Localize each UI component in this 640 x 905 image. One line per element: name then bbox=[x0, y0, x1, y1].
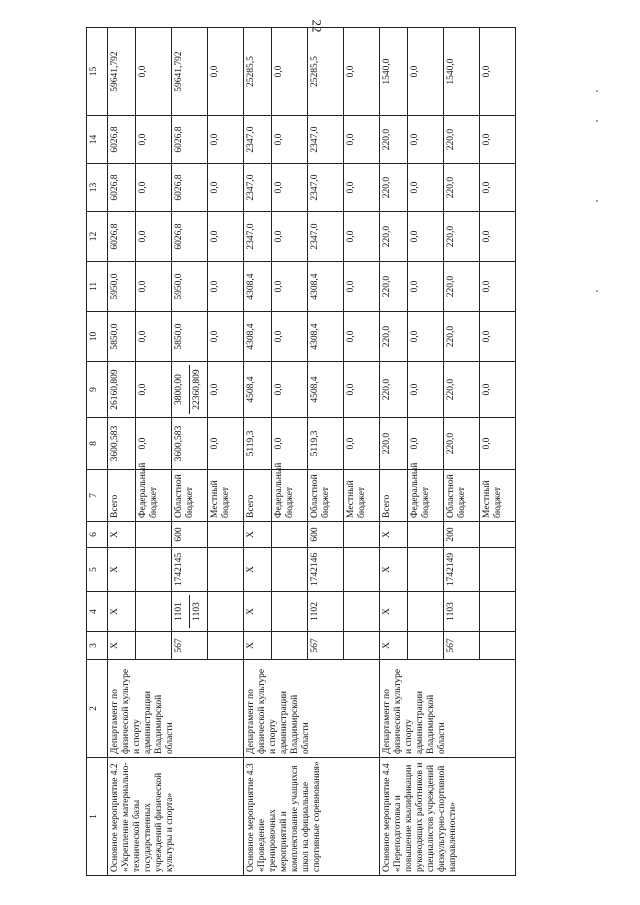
cell-c14: 2347,0 bbox=[244, 116, 272, 164]
cell-c11: 4308,4 bbox=[308, 262, 344, 312]
cell-c14: 0,0 bbox=[272, 116, 308, 164]
cell-c8: 0,0 bbox=[272, 418, 308, 470]
cell-c11: 220,0 bbox=[444, 262, 480, 312]
cell-c4: 1103 bbox=[444, 592, 480, 632]
page-number: 22 bbox=[309, 19, 325, 33]
cell-c14: 0,0 bbox=[480, 116, 516, 164]
cell-c12: 0,0 bbox=[344, 212, 380, 262]
column-header-12: 12 bbox=[87, 212, 108, 262]
cell-c5: X bbox=[108, 548, 136, 592]
executor-cell: Департамент по физической культуре и спорту администрации Владимирской области bbox=[380, 660, 516, 758]
cell-c8: 5119,3 bbox=[308, 418, 344, 470]
cell-c7: Федеральный бюджет bbox=[136, 470, 172, 522]
cell-c15: 59641,792 bbox=[172, 28, 208, 116]
cell-c10: 5850,0 bbox=[172, 312, 208, 362]
cell-c13: 220,0 bbox=[444, 164, 480, 212]
cell-c9-second-value: 22360,809 bbox=[189, 365, 203, 414]
cell-c5 bbox=[344, 548, 380, 592]
cell-c3 bbox=[480, 632, 516, 660]
budget-table-sheet bbox=[86, 28, 586, 876]
column-header-14: 14 bbox=[87, 116, 108, 164]
cell-c3: X bbox=[380, 632, 408, 660]
cell-c12: 0,0 bbox=[208, 212, 244, 262]
cell-c14: 0,0 bbox=[344, 116, 380, 164]
cell-c14: 220,0 bbox=[380, 116, 408, 164]
cell-c11: 5950,0 bbox=[108, 262, 136, 312]
cell-c15: 0,0 bbox=[344, 28, 380, 116]
cell-c6: 600 bbox=[308, 522, 344, 548]
cell-c10: 220,0 bbox=[380, 312, 408, 362]
cell-c9: 0,0 bbox=[136, 362, 172, 418]
cell-c15: 1540,0 bbox=[380, 28, 408, 116]
column-header-3: 3 bbox=[87, 632, 108, 660]
cell-c14: 220,0 bbox=[444, 116, 480, 164]
cell-c5: X bbox=[380, 548, 408, 592]
cell-c9: 220,0 bbox=[380, 362, 408, 418]
cell-c8: 0,0 bbox=[344, 418, 380, 470]
table-row bbox=[380, 28, 408, 876]
cell-c6 bbox=[344, 522, 380, 548]
cell-c13: 0,0 bbox=[272, 164, 308, 212]
cell-c6: X bbox=[380, 522, 408, 548]
cell-c12: 2347,0 bbox=[308, 212, 344, 262]
cell-c7: Местный бюджет bbox=[344, 470, 380, 522]
column-header-6: 6 bbox=[87, 522, 108, 548]
cell-c8: 220,0 bbox=[444, 418, 480, 470]
column-header-5: 5 bbox=[87, 548, 108, 592]
cell-c5 bbox=[480, 548, 516, 592]
cell-c6 bbox=[136, 522, 172, 548]
column-header-7: 7 bbox=[87, 470, 108, 522]
cell-c15: 25285,5 bbox=[308, 28, 344, 116]
cell-c6 bbox=[480, 522, 516, 548]
cell-c10: 4308,4 bbox=[308, 312, 344, 362]
cell-c12: 2347,0 bbox=[244, 212, 272, 262]
cell-c11: 0,0 bbox=[344, 262, 380, 312]
cell-c9: 0,0 bbox=[480, 362, 516, 418]
cell-c3 bbox=[344, 632, 380, 660]
cell-c12: 0,0 bbox=[408, 212, 444, 262]
cell-c12: 0,0 bbox=[480, 212, 516, 262]
cell-c7: Областной бюджет bbox=[444, 470, 480, 522]
cell-c8: 220,0 bbox=[380, 418, 408, 470]
cell-c4: X bbox=[244, 592, 272, 632]
cell-c7: Всего bbox=[244, 470, 272, 522]
table-body bbox=[108, 28, 516, 876]
column-header-11: 11 bbox=[87, 262, 108, 312]
cell-c11: 5950,0 bbox=[172, 262, 208, 312]
cell-c9: 26160,809 bbox=[108, 362, 136, 418]
cell-c12: 6026,8 bbox=[172, 212, 208, 262]
cell-c7: Областной бюджет bbox=[172, 470, 208, 522]
cell-c6 bbox=[408, 522, 444, 548]
cell-c7: Областной бюджет bbox=[308, 470, 344, 522]
cell-c11: 4308,4 bbox=[244, 262, 272, 312]
cell-c8: 0,0 bbox=[408, 418, 444, 470]
cell-c10: 0,0 bbox=[480, 312, 516, 362]
cell-c11: 0,0 bbox=[480, 262, 516, 312]
cell-c5: 1742149 bbox=[444, 548, 480, 592]
cell-c13: 0,0 bbox=[344, 164, 380, 212]
column-header-13: 13 bbox=[87, 164, 108, 212]
cell-c12: 220,0 bbox=[380, 212, 408, 262]
cell-c4 bbox=[408, 592, 444, 632]
cell-c13: 220,0 bbox=[380, 164, 408, 212]
cell-c12: 220,0 bbox=[444, 212, 480, 262]
cell-c4-second-value: 1103 bbox=[189, 595, 203, 628]
cell-c13: 6026,8 bbox=[172, 164, 208, 212]
cell-c9: 0,0 bbox=[272, 362, 308, 418]
cell-c11: 0,0 bbox=[408, 262, 444, 312]
executor-cell: Департамент по физической культуре и спорту администрации Владимирской области bbox=[244, 660, 380, 758]
cell-c8: 0,0 bbox=[208, 418, 244, 470]
cell-c7: Всего bbox=[380, 470, 408, 522]
cell-c8: 0,0 bbox=[480, 418, 516, 470]
cell-c8: 0,0 bbox=[136, 418, 172, 470]
cell-c5: 1742146 bbox=[308, 548, 344, 592]
scan-artifact-dots bbox=[596, 80, 602, 380]
column-header-9: 9 bbox=[87, 362, 108, 418]
cell-c15: 0,0 bbox=[272, 28, 308, 116]
cell-c6 bbox=[272, 522, 308, 548]
cell-c10: 5850,0 bbox=[108, 312, 136, 362]
cell-c4 bbox=[480, 592, 516, 632]
cell-c15: 59641,792 bbox=[108, 28, 136, 116]
cell-c13: 2347,0 bbox=[308, 164, 344, 212]
column-number-row bbox=[87, 28, 108, 876]
cell-c9: 0,0 bbox=[208, 362, 244, 418]
cell-c4 bbox=[208, 592, 244, 632]
cell-c13: 0,0 bbox=[480, 164, 516, 212]
cell-c14: 6026,8 bbox=[108, 116, 136, 164]
cell-c7: Местный бюджет bbox=[480, 470, 516, 522]
cell-c12: 6026,8 bbox=[108, 212, 136, 262]
cell-c12: 0,0 bbox=[272, 212, 308, 262]
cell-c7: Всего bbox=[108, 470, 136, 522]
cell-c11: 220,0 bbox=[380, 262, 408, 312]
cell-c13: 2347,0 bbox=[244, 164, 272, 212]
cell-c10: 0,0 bbox=[208, 312, 244, 362]
budget-table bbox=[86, 27, 516, 876]
cell-c11: 0,0 bbox=[272, 262, 308, 312]
cell-c5 bbox=[408, 548, 444, 592]
cell-c3 bbox=[136, 632, 172, 660]
cell-c7: Местный бюджет bbox=[208, 470, 244, 522]
cell-c15: 0,0 bbox=[208, 28, 244, 116]
cell-c15: 1540,0 bbox=[444, 28, 480, 116]
cell-c9: 4508,4 bbox=[308, 362, 344, 418]
cell-c4 bbox=[136, 592, 172, 632]
cell-c4: 1102 bbox=[308, 592, 344, 632]
cell-c3 bbox=[272, 632, 308, 660]
cell-c3: X bbox=[244, 632, 272, 660]
cell-c6: 200 bbox=[444, 522, 480, 548]
cell-c3: 567 bbox=[172, 632, 208, 660]
cell-c15: 25285,5 bbox=[244, 28, 272, 116]
cell-c10: 220,0 bbox=[444, 312, 480, 362]
column-header-15: 15 bbox=[87, 28, 108, 116]
cell-c14: 0,0 bbox=[208, 116, 244, 164]
table-row bbox=[108, 28, 136, 876]
cell-c5 bbox=[136, 548, 172, 592]
cell-c10: 0,0 bbox=[272, 312, 308, 362]
cell-c15: 0,0 bbox=[136, 28, 172, 116]
cell-c10: 0,0 bbox=[408, 312, 444, 362]
cell-c8: 5119,3 bbox=[244, 418, 272, 470]
cell-c9: 220,0 bbox=[444, 362, 480, 418]
cell-c5: 1742145 bbox=[172, 548, 208, 592]
cell-c9-value: 3800,00 bbox=[174, 374, 184, 405]
cell-c11: 0,0 bbox=[208, 262, 244, 312]
cell-c3 bbox=[208, 632, 244, 660]
column-header-1: 1 bbox=[87, 758, 108, 876]
column-header-4: 4 bbox=[87, 592, 108, 632]
cell-c3: 567 bbox=[308, 632, 344, 660]
cell-c5 bbox=[272, 548, 308, 592]
cell-c9: 0,0 bbox=[408, 362, 444, 418]
cell-c13: 6026,8 bbox=[108, 164, 136, 212]
cell-c7: Федеральный бюджет bbox=[408, 470, 444, 522]
cell-c4 bbox=[172, 592, 208, 632]
event-name-cell: Основное мероприятие 4.3 «Проведение тренировочных мероприятий и комплектование учащихся школ на официальные спортивные соревнования» bbox=[244, 758, 380, 876]
executor-cell: Департамент по физической культуре и спорту администрации Владимирской области bbox=[108, 660, 244, 758]
cell-c6: X bbox=[108, 522, 136, 548]
cell-c13: 0,0 bbox=[136, 164, 172, 212]
event-name-cell: Основное мероприятие 4.2 «Укрепление материально-технической базы государственных учреждений физической культуры и спорта» bbox=[108, 758, 244, 876]
cell-c8: 3600,583 bbox=[172, 418, 208, 470]
cell-c4-value: 1101 bbox=[174, 602, 184, 621]
cell-c6: 600 bbox=[172, 522, 208, 548]
column-header-8: 8 bbox=[87, 418, 108, 470]
cell-c7: Федеральный бюджет bbox=[272, 470, 308, 522]
cell-c6: X bbox=[244, 522, 272, 548]
cell-c13: 0,0 bbox=[408, 164, 444, 212]
cell-c5: X bbox=[244, 548, 272, 592]
cell-c14: 0,0 bbox=[136, 116, 172, 164]
column-header-10: 10 bbox=[87, 312, 108, 362]
cell-c10: 4308,4 bbox=[244, 312, 272, 362]
cell-c12: 0,0 bbox=[136, 212, 172, 262]
column-header-2: 2 bbox=[87, 660, 108, 758]
cell-c9: 4508,4 bbox=[244, 362, 272, 418]
event-name-cell: Основное мероприятие 4.4 «Переподготовка и повышение квалификации руководящих работников и специалистов учреждений физкультурно-спортивной направленности» bbox=[380, 758, 516, 876]
cell-c6 bbox=[208, 522, 244, 548]
cell-c9 bbox=[172, 362, 208, 418]
cell-c3 bbox=[408, 632, 444, 660]
cell-c3: X bbox=[108, 632, 136, 660]
cell-c4 bbox=[344, 592, 380, 632]
cell-c9: 0,0 bbox=[344, 362, 380, 418]
cell-c10: 0,0 bbox=[344, 312, 380, 362]
cell-c5 bbox=[208, 548, 244, 592]
cell-c4 bbox=[272, 592, 308, 632]
cell-c4: X bbox=[380, 592, 408, 632]
cell-c14: 6026,8 bbox=[172, 116, 208, 164]
table-row bbox=[244, 28, 272, 876]
cell-c11: 0,0 bbox=[136, 262, 172, 312]
cell-c8: 3600,583 bbox=[108, 418, 136, 470]
cell-c4: X bbox=[108, 592, 136, 632]
cell-c14: 0,0 bbox=[408, 116, 444, 164]
cell-c15: 0,0 bbox=[408, 28, 444, 116]
cell-c14: 2347,0 bbox=[308, 116, 344, 164]
cell-c15: 0,0 bbox=[480, 28, 516, 116]
cell-c10: 0,0 bbox=[136, 312, 172, 362]
cell-c13: 0,0 bbox=[208, 164, 244, 212]
cell-c3: 567 bbox=[444, 632, 480, 660]
